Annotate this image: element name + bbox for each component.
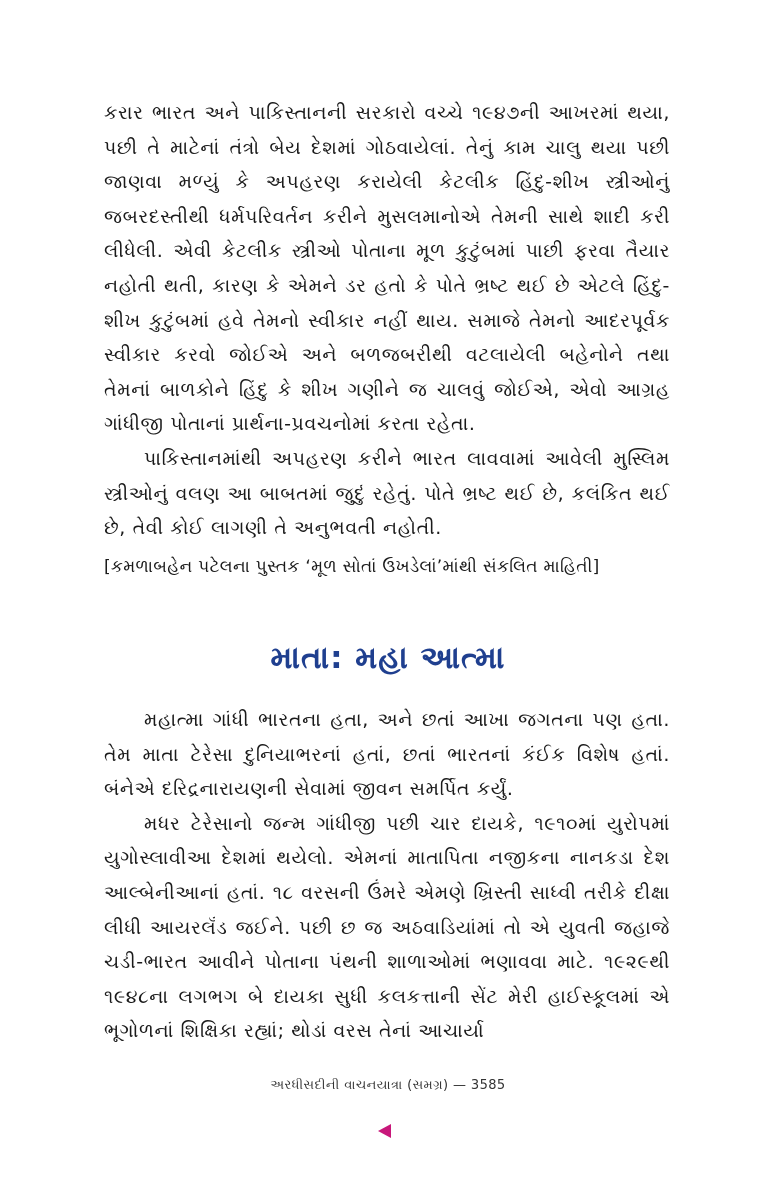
section-two <box>104 703 670 1049</box>
citation: [કમળાબહેન પટેલના પુસ્તક ‘મૂળ સોતાં ઉખડેલાં’માંથી સંકલિત માહિતી] <box>104 556 600 577</box>
paragraph: મધર ટેરેસાનો જન્મ ગાંધીજી પછી ચાર દાયકે, ૧૯૧૦માં યુરોપમાં યુગોસ્લાવીઆ દેશમાં થયેલો. એમનાં માતાપિતા નજીકના નાનકડા દેશ આલ્બેનીઆનાં હતાં. ૧૮ વરસની ઉંમરે એમણે ખ્રિસ્તી સાધ્વી તરીકે દીક્ષા લીધી આયરલૅંડ જઈને. પછી છ જ અઠવાડિયાંમાં તો એ યુવતી જહાજે ચડી-ભારત આવીને પોતાના પંથની શાળાઓમાં ભણાવવા માટે. ૧૯૨૯થી ૧૯૪૮ના લગભગ બે દાયકા સુધી કલકત્તાની સેંટ મેરી હાઈસ્કૂલમાં એ ભૂગોળનાં શિક્ષિકા રહ્યાં; થોડાં વરસ તેનાં આચાર્યા <box>104 812 670 1043</box>
previous-page-arrow-icon[interactable] <box>378 1124 391 1138</box>
paragraph: પાકિસ્તાનમાંથી અપહરણ કરીને ભારત લાવવામાં આવેલી મુસ્લિમ સ્ત્રીઓનું વલણ આ બાબતમાં જુદું રહેતું. પોતે ભ્રષ્ટ થઈ છે, કલંકિત થઈ છે, તેવી કોઈ લાગણી તે અનુભવતી નહોતી. <box>104 447 670 540</box>
paragraph: મહાત્મા ગાંધી ભારતના હતા, અને છતાં આખા જગતના પણ હતા. તેમ માતા ટેરેસા દુનિયાભરનાં હતાં, છતાં ભારતનાં કંઈક વિશેષ હતાં. બંનેએ દરિદ્રનારાયણની સેવામાં જીવન સમર્પિત કર્યું. <box>104 709 670 801</box>
page-footer: અરધીસદીની વાચનયાત્રા (સમગ્ર) — 3585 <box>270 1078 506 1093</box>
section-one <box>104 96 670 582</box>
section-title: માતા: મહા આત્મા <box>270 640 506 676</box>
paragraph: કરાર ભારત અને પાકિસ્તાનની સરકારો વચ્ચે ૧૯૪૭ની આખરમાં થયા, પછી તે માટેનાં તંત્રો બેય દેશમાં ગોઠવાયેલાં. તેનું કામ ચાલુ થયા પછી જાણવા મળ્યું કે અપહરણ કરાયેલી કેટલીક હિંદુ-શીખ સ્ત્રીઓનું જબરદસ્તીથી ધર્મપરિવર્તન કરીને મુસલમાનોએ તેમની સાથે શાદી કરી લીધેલી. એવી કેટલીક સ્ત્રીઓ પોતાના મૂળ કુટુંબમાં પાછી ફરવા તૈયાર નહોતી થતી, કારણ કે એમને ડર હતો કે પોતે ભ્રષ્ટ થઈ છે એટલે હિંદુ-શીખ કુટુંબમાં હવે તેમનો સ્વીકાર નહીં થાય. સમાજે તેમનો આદરપૂર્વક સ્વીકાર કરવો જોઈએ અને બળજબરીથી વટલાયેલી બહેનોને તથા તેમનાં બાળકોને હિંદુ કે શીખ ગણીને જ ચાલવું જોઈએ, એવો આગ્રહ ગાંધીજી પોતાનાં પ્રાર્થના-પ્રવચનોમાં કરતા રહેતા. <box>104 102 670 436</box>
